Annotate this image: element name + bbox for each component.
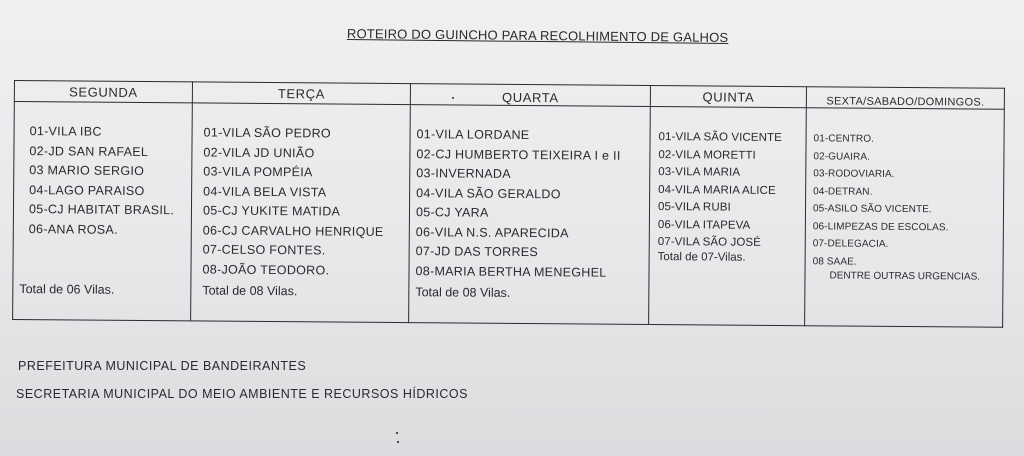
list-item: 08-MARIA BERTHA MENEGHEL [415,263,607,280]
schedule-table [12,80,1004,328]
list-item: 07-JD DAS TORRES [415,244,539,260]
list-item: 06-VILA N.S. APARECIDA [415,224,569,240]
list-sexta-sabado-domingos [806,108,1004,272]
list-item: 05-CJ YARA [415,205,489,220]
list-item: 03-RODOVIARIA. [813,168,895,180]
list-item: 01-VILA IBC [29,124,102,139]
list-item: 04-LAGO PARAISO [29,182,145,198]
col-header-terca: TERÇA [192,82,410,105]
list-item: 08-JOÃO TEODORO. [202,261,330,277]
total-segunda: Total de 06 Vilas. [19,282,115,297]
list-quarta [409,105,649,283]
ink-speck [452,97,454,99]
list-segunda [14,102,192,240]
ink-speck [396,432,398,434]
ink-speck [397,441,399,443]
list-item: 02-CJ HUMBERTO TEIXEIRA I e II [416,146,621,163]
content-row [13,102,1005,328]
cell-quinta [649,106,807,325]
list-item: 02-VILA JD UNIÃO [203,144,315,160]
col-header-segunda: SEGUNDA [14,81,192,103]
list-item: 01-CENTRO. [813,133,875,145]
list-item: 05-CJ HABITAT BRASIL. [28,202,175,218]
total-quinta: Total de 07-Vilas. [657,251,746,264]
list-item: 05-CJ YUKITE MATIDA [202,203,341,219]
list-item: 05-ASILO SÃO VICENTE. [812,203,932,216]
list-item: 01-VILA SÃO VICENTE [658,131,782,145]
total-terca: Total de 08 Vilas. [202,283,298,299]
footer-secretaria: SECRETARIA MUNICIPAL DO MEIO AMBIENTE E RECURSOS HÍDRICOS [16,387,468,401]
list-item: 06-LIMPEZAS DE ESCOLAS. [812,220,949,233]
list-item: 03-VILA MARIA [658,166,741,179]
cell-segunda [13,102,193,321]
cell-terca [191,103,411,323]
total-quarta: Total de 08 Vilas. [415,285,511,300]
list-item: 02-VILA MORETTI [658,148,756,162]
cell-sexta-sabado-domingos [805,108,1005,328]
list-item: 03 MARIO SERGIO [29,163,145,179]
cell-quarta [409,105,651,325]
total-sexta-sabado-domingos: DENTRE OUTRAS URGENCIAS. [829,270,981,283]
col-header-quinta: QUINTA [650,85,806,107]
list-item: 08 SAAE. [812,255,857,268]
list-item: 05-VILA RUBI [657,201,731,214]
schedule-grid [12,80,1005,328]
list-item: 07-CELSO FONTES. [202,242,326,258]
list-item: 04-VILA BELA VISTA [203,183,327,199]
list-item: 03-VILA POMPÉIA [203,164,313,180]
list-item: 01-VILA LORDANE [416,127,530,143]
list-item: 02-JD SAN RAFAEL [29,143,149,159]
list-item: 06-CJ CARVALHO HENRIQUE [202,222,384,239]
list-item: 07-VILA SÃO JOSÉ [657,236,762,249]
document-title: ROTEIRO DO GUINCHO PARA RECOLHIMENTO DE GALHOS [346,26,729,45]
list-item: 04-VILA SÃO GERALDO [416,185,561,201]
footer-prefeitura: PREFEITURA MUNICIPAL DE BANDEIRANTES [18,359,307,373]
list-item: 04-VILA MARIA ALICE [658,183,776,197]
list-item: 02-GUAIRA. [813,150,871,163]
list-item: 01-VILA SÃO PEDRO [203,125,332,141]
list-item: 03-INVERNADA [416,166,511,181]
list-item: 06-VILA ITAPEVA [657,218,751,232]
col-header-sexta-sabado-domingos: SEXTA/SABADO/DOMINGOS. [806,87,1004,110]
list-item: 07-DELEGACIA. [812,238,889,250]
list-item: 04-DETRAN. [813,185,873,198]
list-quinta [650,107,806,253]
list-terca [191,103,409,281]
col-header-quarta: QUARTA [410,84,650,107]
list-item: 06-ANA ROSA. [28,221,118,237]
